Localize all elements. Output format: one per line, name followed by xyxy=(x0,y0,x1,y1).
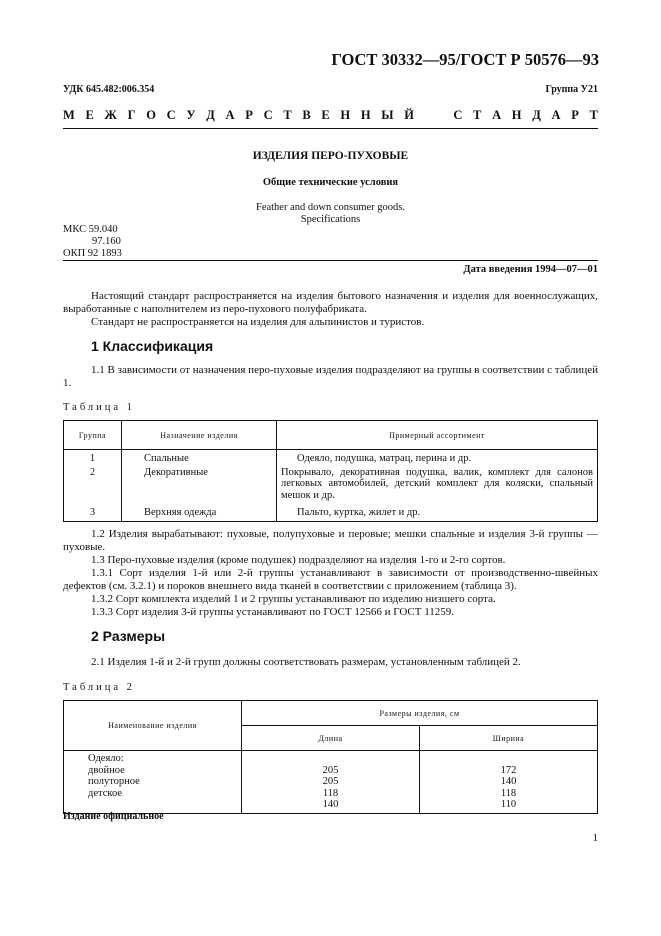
standard-type-letter: Р xyxy=(571,108,579,122)
standard-type-spaced xyxy=(63,108,598,123)
table-2-header-sizes: Размеры изделия, см xyxy=(242,701,598,726)
table-2-length-3: 140 xyxy=(322,799,339,810)
intro-paragraph-2: Стандарт не распространяется на изделия для альпинистов и туристов. xyxy=(91,316,425,328)
okp-code: ОКП 92 1893 xyxy=(63,248,122,259)
standard-type-letter: Т xyxy=(283,108,292,122)
table-2-name-2: детское xyxy=(88,787,122,799)
standard-type-letter: О xyxy=(146,108,156,122)
english-title: Feather and down consumer goods. xyxy=(255,202,405,213)
table-2-length-2: 118 xyxy=(322,787,339,799)
paragraph-1-3-3: 1.3.3 Сорт изделия 3-й группы устанавливают по ГОСТ 12566 и ГОСТ 11259. xyxy=(91,606,455,618)
table-cell-group: 1 xyxy=(64,450,122,465)
table-cell-purpose: Верхняя одежда xyxy=(122,507,277,521)
table-2-width-1: 140 xyxy=(500,776,517,787)
header-divider xyxy=(63,128,598,129)
standard-type-letter: Т xyxy=(473,108,482,122)
standard-type-letter: Г xyxy=(127,108,136,122)
table-cell-assortment: Одеяло, подушка, матрац, перина и др. xyxy=(277,450,598,465)
table-row xyxy=(64,507,598,521)
standard-type-letter: Н xyxy=(511,108,522,122)
standard-type-letter: Ж xyxy=(104,108,117,122)
standard-type-letter: Е xyxy=(85,108,94,122)
table-2-header-name: Наименование изделия xyxy=(64,701,242,751)
table-cell-purpose: Декоративные xyxy=(122,465,277,508)
table-1-header-purpose: Назначение изделия xyxy=(122,421,277,450)
page-number: 1 xyxy=(592,832,598,844)
table-2-header-width: Ширина xyxy=(420,726,598,751)
standard-type-letter: Ы xyxy=(381,108,394,122)
standard-type-letter: Й xyxy=(404,108,414,122)
table-2-width-cell xyxy=(420,751,598,814)
paragraph-1-1: 1.1 В зависимости от назначения перо-пуховые изделия подразделяют на группы в соответствии с таблицей 1. xyxy=(63,364,598,389)
table-cell-assortment: Покрывало, декоративная подушка, валик, комплект для салонов легковых автомобилей, детский комплект для коляски, спальный мешок и др. xyxy=(277,465,598,508)
table-1-header-row xyxy=(64,421,598,450)
standard-type-letter: С xyxy=(166,108,176,122)
codes-divider xyxy=(63,260,598,261)
table-row xyxy=(64,465,598,508)
standard-type-letter: А xyxy=(551,108,561,122)
table-2-header-row xyxy=(64,701,598,726)
table-2-caption: Таблица 2 xyxy=(63,682,135,693)
table-cell-group: 2 xyxy=(64,465,122,508)
standard-type-letter: М xyxy=(63,108,75,122)
group-code: Группа У21 xyxy=(545,84,598,95)
standard-type-letter: С xyxy=(453,108,463,122)
table-1-header-group: Группа xyxy=(64,421,122,450)
table-2-width-2: 118 xyxy=(500,787,517,799)
standard-type-letter: А xyxy=(225,108,235,122)
standard-type-letter: Т xyxy=(589,108,598,122)
table-2-name-3 xyxy=(88,799,241,811)
paragraph-1-3-1: 1.3.1 Сорт изделия 1-й или 2-й группы устанавливают в зависимости от производственно-швейных дефектов (см. 3.2.1) и пороков внешнего вида тканей в соответствии с приложением (таблица 3). xyxy=(63,567,598,592)
table-cell-assortment: Пальто, куртка, жилет и др. xyxy=(277,507,598,521)
standard-type-letter: Д xyxy=(206,108,215,122)
document-code: ГОСТ 30332—95/ГОСТ Р 50576—93 xyxy=(331,50,599,69)
table-2-width-0: 172 xyxy=(500,764,517,776)
table-1-header-assortment: Примерный ассортимент xyxy=(277,421,598,450)
table-2-header-length: Длина xyxy=(242,726,420,751)
table-2-width-3: 110 xyxy=(500,799,517,810)
table-2-length-0: 205 xyxy=(322,764,339,776)
table-2-names-cell xyxy=(64,751,242,814)
official-edition-note: Издание официальное xyxy=(63,811,164,822)
english-subtitle: Specifications xyxy=(300,214,361,225)
standard-type-letter: Н xyxy=(360,108,371,122)
table-2-length-cell xyxy=(242,751,420,814)
standard-type-letter: У xyxy=(186,108,196,122)
mks-code-2: 97.160 xyxy=(92,236,121,247)
table-2-length-1: 205 xyxy=(322,776,339,787)
table-cell-purpose: Спальные xyxy=(122,450,277,465)
table-1-caption: Таблица 1 xyxy=(63,402,135,413)
mks-code: МКС 59.040 xyxy=(63,224,118,235)
intro-paragraph-1: Настоящий стандарт распространяется на изделия бытового назначения и изделия для военнослужащих, выработанные с наполнителем из перо-пухового полуфабриката. xyxy=(63,290,598,315)
table-row xyxy=(64,751,598,814)
section-2-heading: 2 Размеры xyxy=(91,628,166,644)
standard-type-letter: А xyxy=(492,108,502,122)
table-2 xyxy=(63,700,598,814)
table-2-name-1: полуторное xyxy=(88,776,140,787)
standard-type-letter: Н xyxy=(340,108,351,122)
standard-type-letter: Р xyxy=(245,108,253,122)
table-1 xyxy=(63,420,598,522)
standard-type-letter: В xyxy=(302,108,311,122)
udk-code: УДК 645.482:006.354 xyxy=(63,84,155,95)
standard-type-letter xyxy=(425,108,443,123)
standard-type-letter: Е xyxy=(321,108,330,122)
standard-type-letter: С xyxy=(263,108,273,122)
table-2-name-0: двойное xyxy=(88,764,125,776)
document-subtitle: Общие технические условия xyxy=(262,177,399,188)
paragraph-1-2: 1.2 Изделия вырабатывают: пуховые, полупуховые и перовые; мешки спальные и изделия 3-й группы — пуховые. xyxy=(63,528,598,553)
section-1-heading: 1 Классификация xyxy=(91,338,214,354)
paragraph-2-1: 2.1 Изделия 1-й и 2-й групп должны соответствовать размерам, установленным таблицей 2. xyxy=(91,656,521,668)
table-cell-group: 3 xyxy=(64,507,122,521)
table-2-item-title: Одеяло: xyxy=(88,753,124,764)
standard-type-letter: Д xyxy=(532,108,541,122)
document-title: ИЗДЕЛИЯ ПЕРО-ПУХОВЫЕ xyxy=(252,150,409,162)
paragraph-1-3-2: 1.3.2 Сорт комплекта изделий 1 и 2 группы устанавливают по изделию низшего сорта. xyxy=(91,593,496,605)
paragraph-1-3: 1.3 Перо-пуховые изделия (кроме подушек) подразделяют на изделия 1-го и 2-го сортов. xyxy=(91,554,506,566)
effective-date: Дата введения 1994—07—01 xyxy=(463,264,598,275)
table-row xyxy=(64,450,598,465)
